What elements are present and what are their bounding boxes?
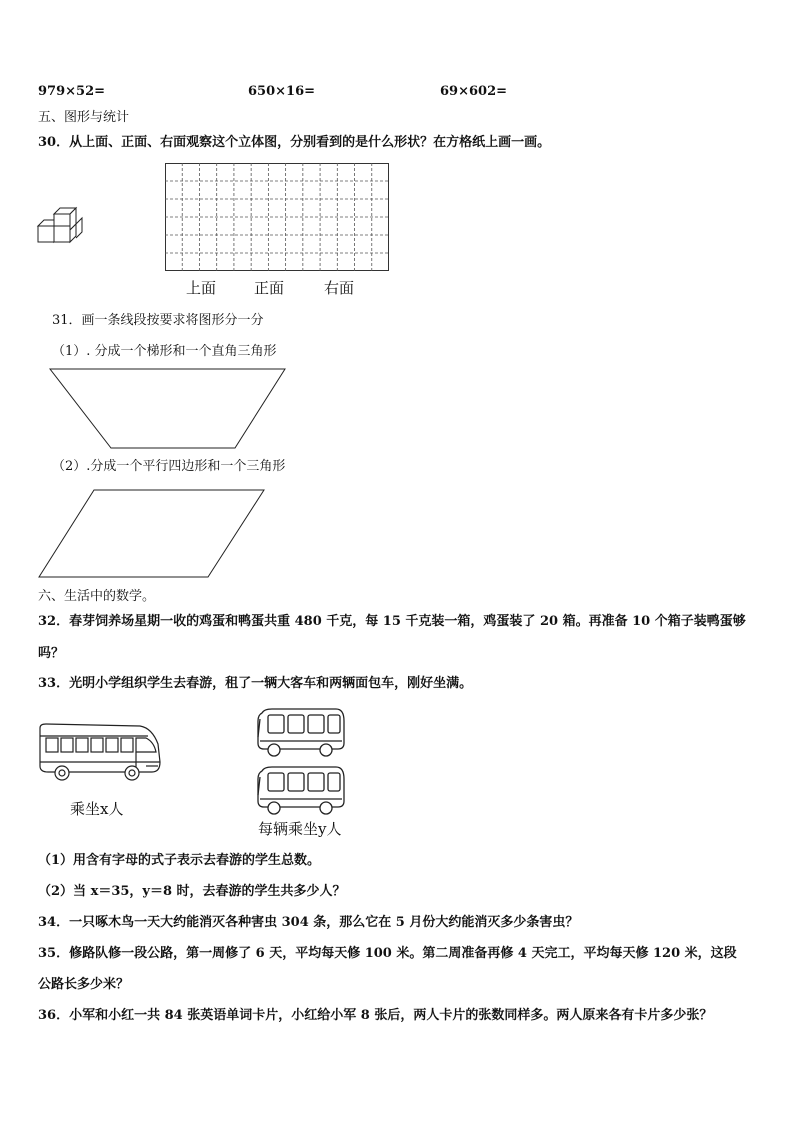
question-35-line-2: 公路长多少米？ [38,977,130,992]
question-35-line-1: 35．修路队修一段公路，第一周修了 6 天，平均每天修 100 米。第二周准备再修 4 天完工，平均每天修 120 米，这段 [38,946,737,961]
bus-caption: 乘坐x人 [70,800,124,818]
label-right-view: 右面 [324,279,355,297]
cube-figure [36,206,88,246]
question-32-line-2: 吗？ [38,646,65,661]
grid-paper [165,163,389,271]
question-31-part-2: （2）.分成一个平行四边形和一个三角形 [52,459,286,474]
question-36: 36．小军和小红一共 84 张英语单词卡片，小红给小军 8 张后，两人卡片的张数同样多。两人原来各有卡片多少张？ [38,1008,713,1023]
question-30: 30．从上面、正面、右面观察这个立体图，分别看到的是什么形状？在方格纸上画一画。 [38,135,551,150]
section-5-heading: 五、图形与统计 [38,110,130,125]
question-31-part-1: （1）. 分成一个梯形和一个直角三角形 [52,344,277,359]
trapezoid-shape [49,368,287,452]
section-6-heading: 六、生活中的数学。 [38,589,156,604]
van-illustration-1 [256,707,348,759]
calc-item-1: 979×52= [38,84,106,99]
parallelogram-shape [38,489,266,579]
question-32-line-1: 32．春芽饲养场星期一收的鸡蛋和鸭蛋共重 480 千克，每 15 千克装一箱，鸡蛋装了 20 箱。再准备 10 个箱子装鸭蛋够 [38,614,746,629]
question-34: 34．一只啄木鸟一天大约能消灭各种害虫 304 条，那么它在 5 月份大约能消灭多少条害虫？ [38,915,579,930]
question-33-part-1: （1）用含有字母的式子表示去春游的学生总数。 [38,853,321,868]
bus-illustration [36,722,164,784]
question-33: 33．光明小学组织学生去春游，租了一辆大客车和两辆面包车，刚好坐满。 [38,676,473,691]
label-top-view: 上面 [186,279,217,297]
calc-item-2: 650×16= [248,84,316,99]
label-front-view: 正面 [254,279,285,297]
calc-item-3: 69×602= [440,84,508,99]
van-illustration-2 [256,765,348,817]
question-31: 31．画一条线段按要求将图形分一分 [52,313,264,328]
van-caption: 每辆乘坐y人 [258,820,342,838]
question-33-part-2: （2）当 x＝35，y＝8 时，去春游的学生共多少人？ [38,884,346,899]
